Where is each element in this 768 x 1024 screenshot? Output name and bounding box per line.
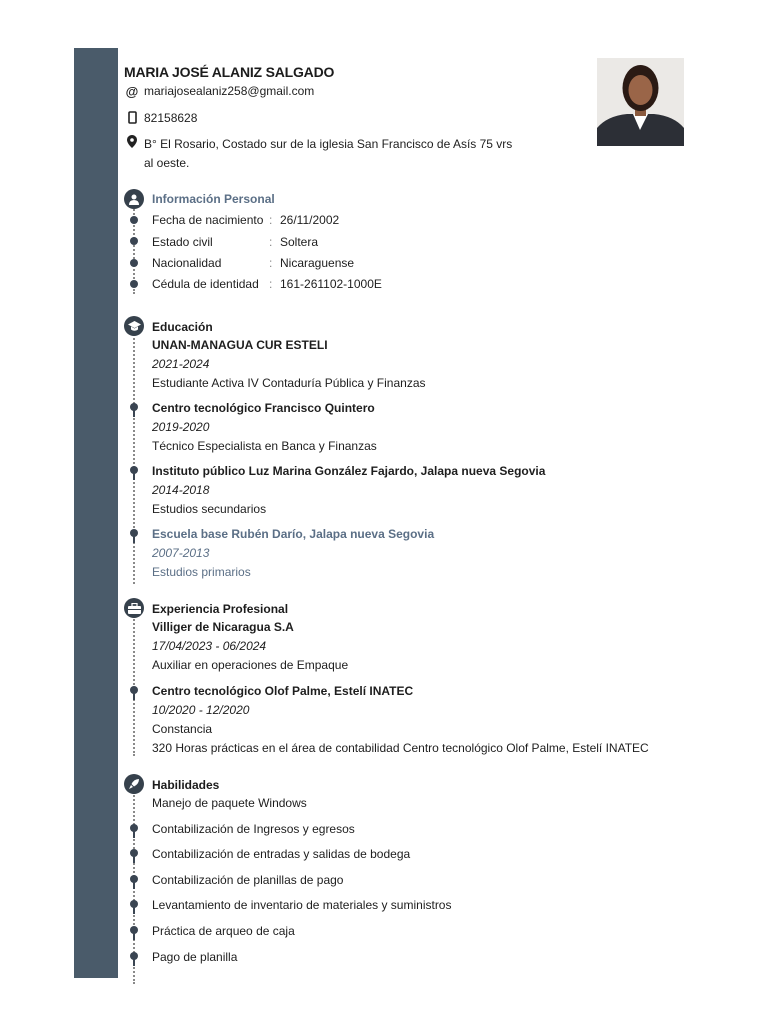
- label-id-card: Cédula de identidad: [152, 277, 259, 291]
- email-row: [124, 84, 314, 99]
- section-title-experience: Experiencia Profesional: [152, 602, 289, 616]
- bullet: [130, 237, 138, 245]
- value-birthdate: 26/11/2002: [280, 213, 340, 227]
- section-title-education: Educación: [152, 320, 213, 334]
- phone-text: 82158628: [144, 111, 198, 125]
- sidebar-band: [74, 48, 118, 978]
- bullet: [130, 849, 138, 857]
- bullet: [130, 900, 138, 908]
- section-title-personal: Información Personal: [152, 192, 275, 206]
- bullet: [130, 280, 138, 288]
- bullet: [130, 952, 138, 960]
- skill-item: Manejo de paquete Windows: [152, 796, 307, 810]
- skill-item: Levantamiento de inventario de materiales y suministros: [152, 898, 452, 912]
- education-school: Centro tecnológico Francisco Quintero: [152, 401, 375, 415]
- skill-item: Pago de planilla: [152, 950, 238, 964]
- experience-company: Villiger de Nicaragua S.A: [152, 620, 294, 634]
- section-title-skills: Habilidades: [152, 778, 220, 792]
- education-years: 2021-2024: [152, 357, 210, 371]
- profile-photo: [597, 58, 684, 146]
- bullet: [130, 259, 138, 267]
- education-desc: Estudios primarios: [152, 565, 251, 579]
- bullet: [130, 875, 138, 883]
- value-nationality: Nicaraguense: [280, 256, 355, 270]
- map-pin-icon: [124, 135, 140, 148]
- skill-item: Contabilización de planillas de pago: [152, 873, 344, 887]
- email-text: mariajosealaniz258@gmail.com: [144, 84, 315, 98]
- experience-desc: Auxiliar en operaciones de Empaque: [152, 658, 349, 672]
- at-icon: @: [125, 84, 139, 99]
- bullet: [130, 466, 138, 474]
- education-years: 2007-2013: [152, 546, 210, 560]
- label-nationality: Nacionalidad: [152, 256, 222, 270]
- bullet: [130, 529, 138, 537]
- address-row: [124, 135, 524, 173]
- value-id-card: 161-261102-1000E: [280, 277, 382, 291]
- education-desc: Estudios secundarios: [152, 502, 267, 516]
- experience-desc-detail: 320 Horas prácticas en el área de contabilidad Centro tecnológico Olof Palme, Estelí INATEC: [152, 741, 649, 755]
- education-years: 2014-2018: [152, 483, 210, 497]
- education-years: 2019-2020: [152, 420, 210, 434]
- bullet: [130, 686, 138, 694]
- education-school: Escuela base Rubén Darío, Jalapa nueva Segovia: [152, 527, 435, 541]
- bullet: [130, 926, 138, 934]
- resume-name: MARIA JOSÉ ALANIZ SALGADO: [124, 64, 335, 80]
- rocket-icon: [124, 774, 144, 794]
- education-desc: Técnico Especialista en Banca y Finanzas: [152, 439, 377, 453]
- bullet: [130, 403, 138, 411]
- bullet: [130, 824, 138, 832]
- experience-desc: Constancia: [152, 722, 213, 736]
- briefcase-icon: [124, 598, 144, 618]
- education-school: UNAN-MANAGUA CUR ESTELI: [152, 338, 328, 352]
- bullet: [130, 216, 138, 224]
- value-civil-status: Soltera: [280, 235, 319, 249]
- label-birthdate: Fecha de nacimiento: [152, 213, 264, 227]
- phone-icon: [124, 111, 140, 124]
- address-text: B° El Rosario, Costado sur de la iglesia San Francisco de Asís 75 vrs al oeste.: [144, 137, 513, 170]
- timeline-education: [133, 334, 135, 584]
- education-desc: Estudiante Activa IV Contaduría Pública y Finanzas: [152, 376, 426, 390]
- skill-item: Contabilización de entradas y salidas de bodega: [152, 847, 411, 861]
- experience-dates: 17/04/2023 - 06/2024: [152, 639, 267, 653]
- experience-company: Centro tecnológico Olof Palme, Estelí INATEC: [152, 684, 414, 698]
- experience-dates: 10/2020 - 12/2020: [152, 703, 250, 717]
- graduation-cap-icon: [124, 316, 144, 336]
- education-school: Instituto público Luz Marina González Fajardo, Jalapa nueva Segovia: [152, 464, 546, 478]
- label-civil-status: Estado civil: [152, 235, 213, 249]
- skill-item: Contabilización de Ingresos y egresos: [152, 822, 355, 836]
- skill-item: Práctica de arqueo de caja: [152, 924, 295, 938]
- phone-row: [124, 111, 197, 125]
- user-icon: [124, 189, 144, 209]
